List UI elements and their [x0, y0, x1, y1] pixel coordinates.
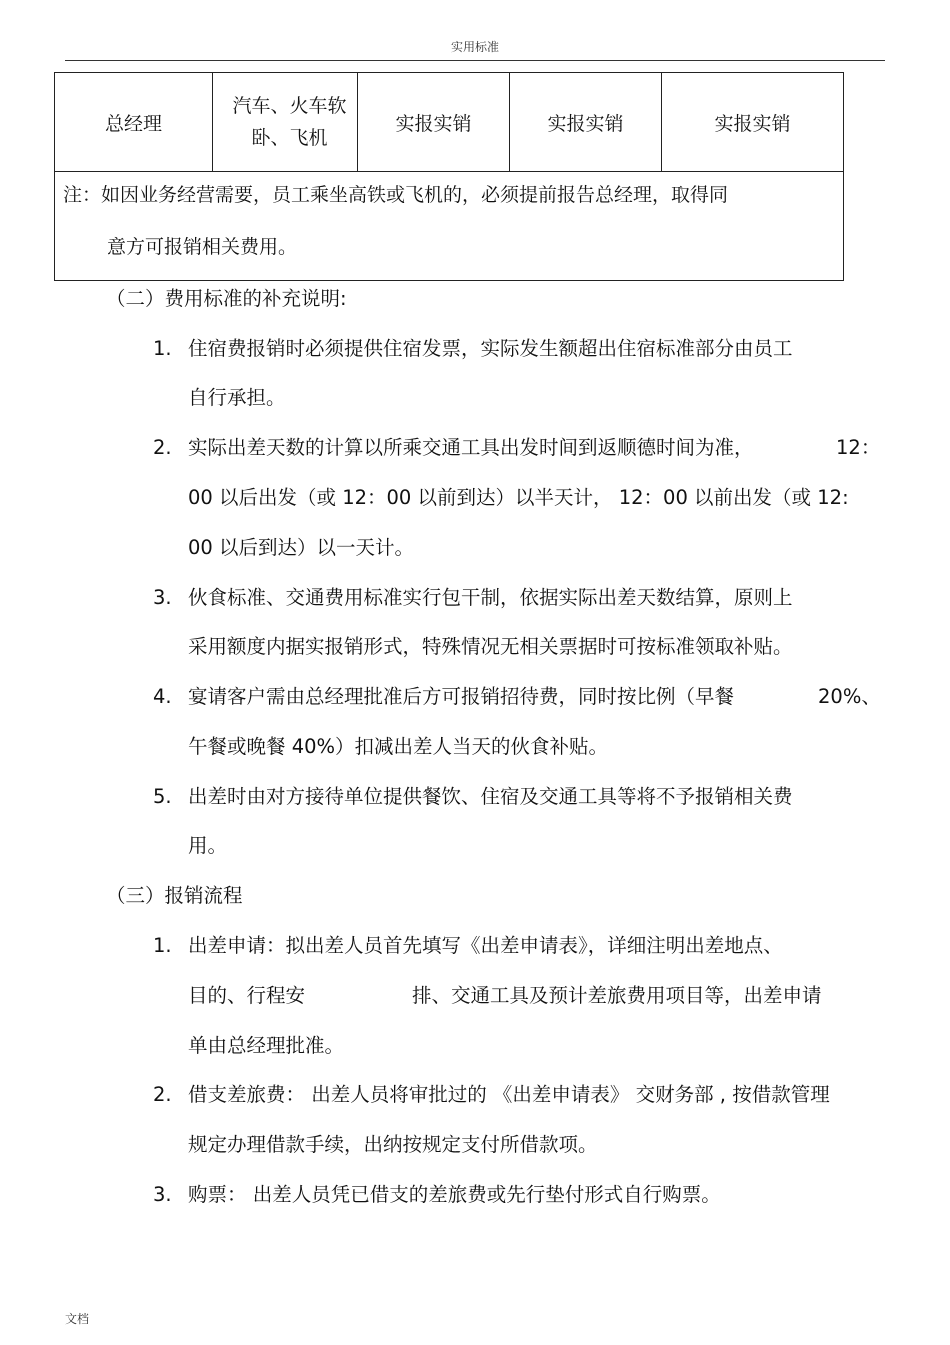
item-line: 出差时由对方接待单位提供餐饮、住宿及交通工具等将不予报销相关费 — [188, 785, 793, 808]
item-line: 自行承担。 — [188, 386, 286, 409]
role-cell: 总经理 — [55, 73, 213, 172]
item-number: 1. — [153, 337, 172, 360]
note-line: 注：如因业务经营需要，员工乘坐高铁或飞机的，必须提前报告总经理，取得同 — [63, 184, 729, 206]
item-line: 伙食标准、交通费用标准实行包干制，依据实际出差天数结算，原则上 — [188, 586, 793, 609]
item-number: 3. — [153, 1183, 172, 1206]
item-number: 4. — [153, 685, 172, 708]
table-note-row — [55, 172, 844, 281]
note-line: 意方可报销相关费用。 — [107, 236, 298, 258]
page-footer: 文档 — [65, 1312, 90, 1326]
section-heading: （三）报销流程 — [106, 884, 243, 907]
item-line: 00 以后出发（或 12：00 以前到达）以半天计， 12：00 以前出发（或 12: — [188, 486, 849, 509]
vehicle-cell — [213, 73, 358, 172]
item-line: 午餐或晚餐 40%）扣减出差人当天的伙食补贴。 — [188, 735, 609, 758]
item-line: 购票： 出差人员凭已借支的差旅费或先行垫付形式自行购票。 — [188, 1183, 721, 1206]
item-number: 2. — [153, 436, 172, 459]
vehicle-line: 卧、飞机 — [251, 127, 328, 149]
item-line: 采用额度内据实报销形式，特殊情况无相关票据时可按标准领取补贴。 — [188, 635, 793, 658]
item-line: 目的、行程安 — [188, 984, 306, 1007]
item-number: 2. — [153, 1083, 172, 1106]
item-line: 实际出差天数的计算以所乘交通工具出发时间到返顺德时间为准， — [188, 436, 754, 459]
item-line: 借支差旅费： 出差人员将审批过的 《出差申请表》 交财务部 , 按借款管理 — [188, 1083, 830, 1106]
item-number: 1. — [153, 934, 172, 957]
header-divider — [65, 60, 885, 61]
section-heading: （二）费用标准的补充说明: — [106, 287, 347, 310]
page-header: 实用标准 — [450, 40, 499, 54]
item-line: 用。 — [188, 834, 228, 857]
item-line: 单由总经理批准。 — [188, 1034, 345, 1057]
item-number: 5. — [153, 785, 172, 808]
vehicle-line: 汽车、火车软 — [232, 95, 347, 117]
item-line: 宴请客户需由总经理批准后方可报销招待费，同时按比例（早餐 — [188, 685, 735, 708]
reimburse-cell: 实报实销 — [662, 73, 844, 172]
item-line: 00 以后到达）以一天计。 — [188, 536, 415, 559]
item-line-tail: 12： — [836, 436, 881, 459]
item-line: 规定办理借款手续，出纳按规定支付所借款项。 — [188, 1133, 598, 1156]
expense-standard-table — [54, 72, 844, 281]
item-number: 3. — [153, 586, 172, 609]
reimburse-cell: 实报实销 — [510, 73, 662, 172]
table-row — [55, 73, 844, 172]
table-note-cell — [55, 172, 844, 281]
item-line: 住宿费报销时必须提供住宿发票，实际发生额超出住宿标准部分由员工 — [188, 337, 793, 360]
item-line-tail: 排、交通工具及预计差旅费用项目等，出差申请 — [412, 984, 822, 1007]
item-line-tail: 20%、 — [818, 685, 881, 708]
reimburse-cell: 实报实销 — [358, 73, 510, 172]
item-line: 出差申请：拟出差人员首先填写《出差申请表》，详细注明出差地点、 — [188, 934, 783, 957]
